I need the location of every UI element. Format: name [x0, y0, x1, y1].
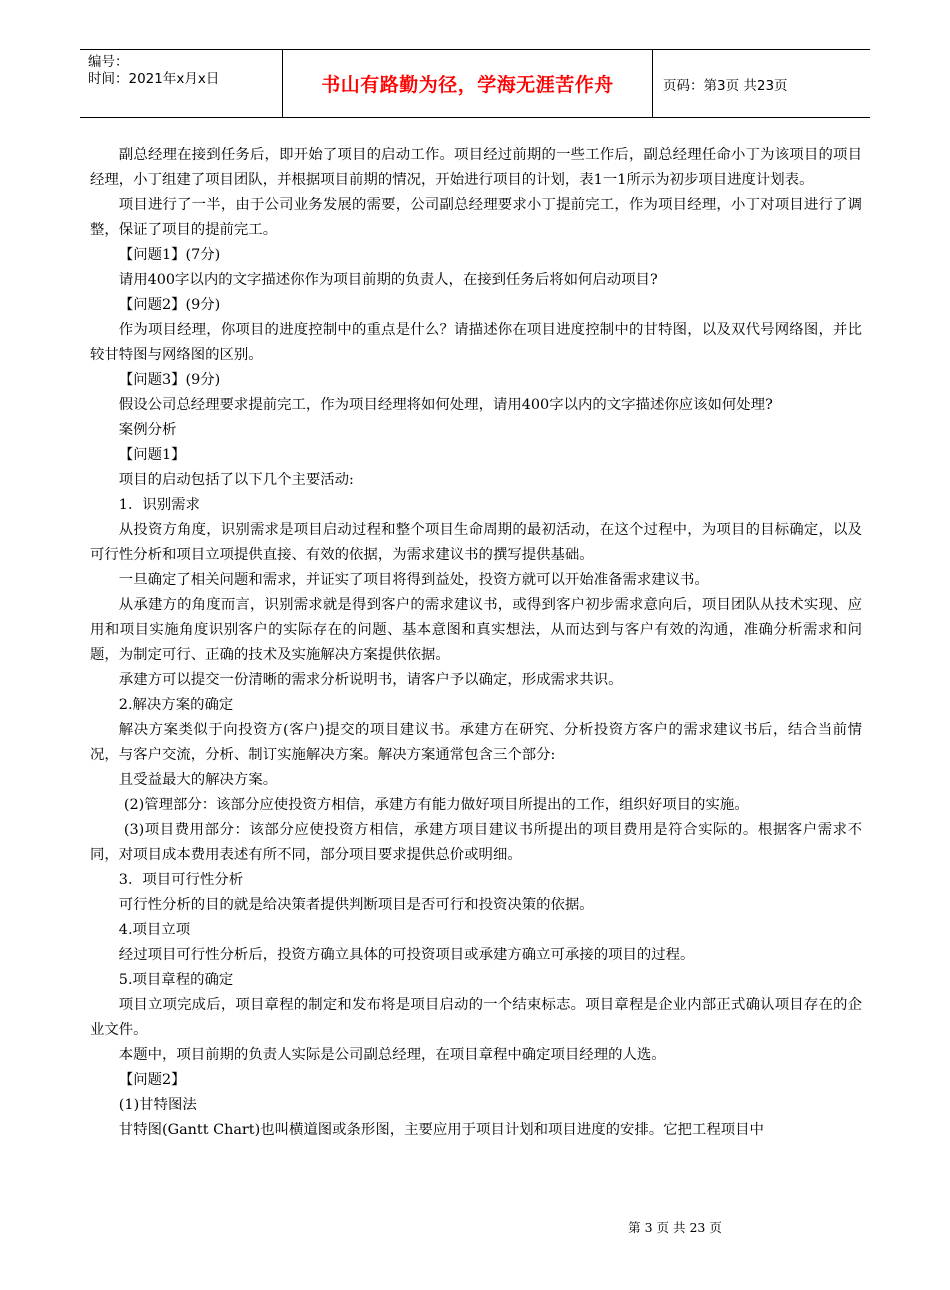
section-heading: 案例分析 — [118, 422, 177, 438]
page-number-label: 页码：第3页 共23页 — [663, 77, 788, 94]
page-footer — [0, 1218, 950, 1236]
paragraph: 本题中，项目前期的负责人实际是公司副总经理，在项目章程中确定项目经理的人选。 — [118, 1047, 666, 1063]
paragraph: 承建方可以提交一份清晰的需求分析说明书，请客户予以确定，形成需求共识。 — [118, 672, 623, 688]
motto-text: 书山有路勤为径，学海无涯苦作舟 — [321, 74, 614, 96]
paragraph: 从投资方角度，识别需求是项目启动过程和整个项目生命周期的最初活动，在这个过程中，为项目的目标确定，以及可行性分析和项目立项提供直接、有效的依据，为需求建议书的撰写提供基础。 — [90, 522, 862, 563]
question-heading: 【问题2】(9分) — [118, 297, 221, 313]
subheading: 3．项目可行性分析 — [118, 872, 244, 888]
time-label: 时间：2021年x月x日 — [88, 71, 220, 87]
number-label: 编号： — [88, 54, 129, 70]
header-motto-cell — [282, 50, 653, 117]
subheading: 4.项目立项 — [118, 922, 191, 938]
header-page-cell — [653, 50, 870, 117]
paragraph: 经过项目可行性分析后，投资方确立具体的可投资项目或承建方确立可承接的项目的过程。 — [118, 947, 695, 963]
paragraph: 解决方案类似于向投资方(客户)提交的项目建议书。承建方在研究、分析投资方客户的需求建议书后，结合当前情况，与客户交流，分析、制订实施解决方案。解决方案通常包含三个部分: — [90, 722, 862, 763]
paragraph: 甘特图(Gantt Chart)也叫横道图或条形图，主要应用于项目计划和项目进度的安排。它把工程项目中 — [118, 1122, 764, 1138]
paragraph: 作为项目经理，你项目的进度控制中的重点是什么？请描述你在项目进度控制中的甘特图，以及双代号网络图，并比较甘特图与网络图的区别。 — [90, 322, 862, 363]
header-meta — [80, 50, 282, 117]
paragraph: 可行性分析的目的就是给决策者提供判断项目是否可行和投资决策的依据。 — [118, 897, 594, 913]
paragraph: (2)管理部分：该部分应使投资方相信，承建方有能力做好项目所提出的工作，组织好项目的实施。 — [123, 797, 749, 813]
paragraph: 一旦确定了相关问题和需求，并证实了项目将得到益处，投资方就可以开始准备需求建议书。 — [118, 572, 709, 588]
question-heading: 【问题1】(7分) — [118, 247, 221, 263]
subheading: 1．识别需求 — [118, 497, 200, 513]
paragraph: 项目的启动包括了以下几个主要活动: — [118, 472, 354, 488]
subheading: (1)甘特图法 — [118, 1097, 197, 1113]
question-heading: 【问题3】(9分) — [118, 372, 221, 388]
paragraph: 项目进行了一半，由于公司业务发展的需要，公司副总经理要求小丁提前完工，作为项目经理，小丁对项目进行了调整，保证了项目的提前完工。 — [90, 197, 862, 238]
page-header — [80, 49, 870, 118]
subheading: 5.项目章程的确定 — [118, 972, 234, 988]
paragraph: (3)项目费用部分：该部分应使投资方相信，承建方项目建议书所提出的项目费用是符合实际的。根据客户需求不同，对项目成本费用表述有所不同，部分项目要求提供总价或明细。 — [90, 822, 862, 863]
paragraph: 且受益最大的解决方案。 — [118, 772, 278, 788]
document-body — [90, 143, 862, 1143]
paragraph: 从承建方的角度而言，识别需求就是得到客户的需求建议书，或得到客户初步需求意向后，项目团队从技术实现、应用和项目实施角度识别客户的实际存在的问题、基本意图和真实想法，从而达到与客户有效的沟通，准确分析需求和问题，为制定可行、正确的技术及实施解决方案提供依据。 — [90, 597, 862, 663]
paragraph: 副总经理在接到任务后，即开始了项目的启动工作。项目经过前期的一些工作后，副总经理任命小丁为该项目的项目经理，小丁组建了项目团队，并根据项目前期的情况，开始进行项目的计划，表1一1所示为初步项目进度计划表。 — [90, 147, 862, 188]
footer-page-number: 第 3 页 共 23 页 — [628, 1220, 722, 1235]
paragraph: 项目立项完成后，项目章程的制定和发布将是项目启动的一个结束标志。项目章程是企业内部正式确认项目存在的企业文件。 — [90, 997, 862, 1038]
question-heading: 【问题2】 — [118, 1072, 186, 1088]
paragraph: 假设公司总经理要求提前完工，作为项目经理将如何处理，请用400字以内的文字描述你应该如何处理? — [118, 397, 773, 413]
subheading: 2.解决方案的确定 — [118, 697, 234, 713]
paragraph: 请用400字以内的文字描述你作为项目前期的负责人，在接到任务后将如何启动项目? — [118, 272, 658, 288]
question-heading: 【问题1】 — [118, 447, 186, 463]
